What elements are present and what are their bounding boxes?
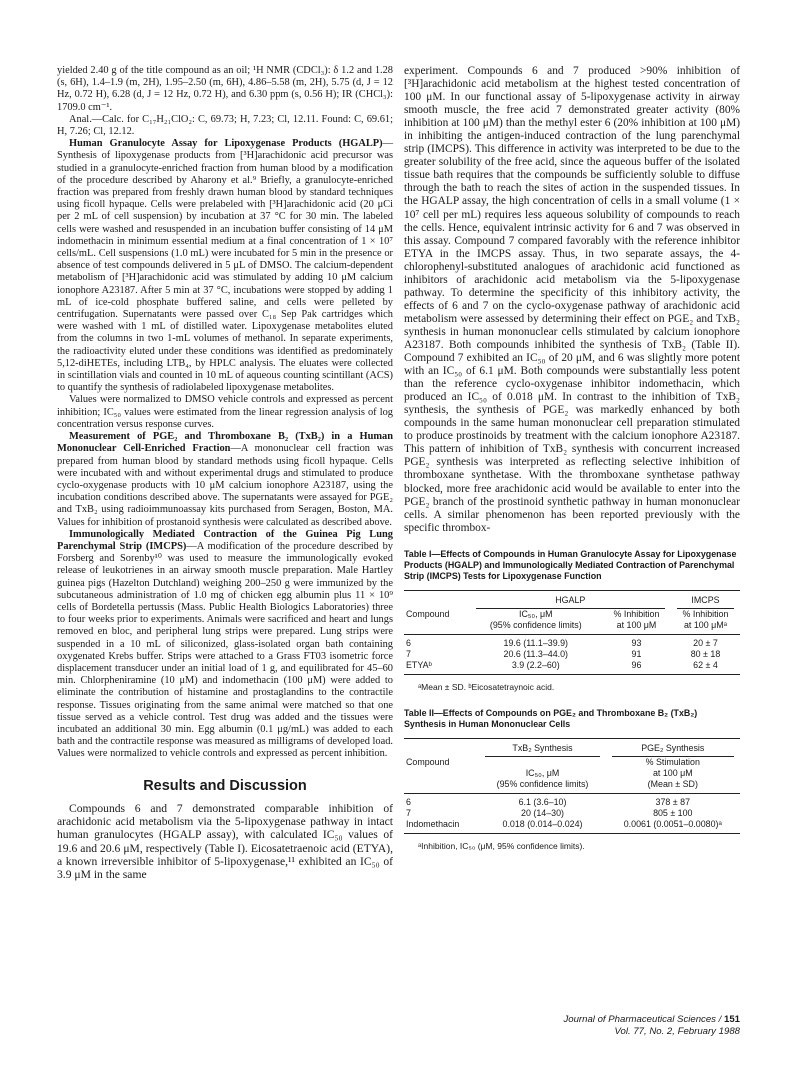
table-2-caption: Table II—Effects of Compounds on PGE₂ and Thromboxane B₂ (TxB₂) Synthesis in Human Mononuclear Cells xyxy=(404,707,698,729)
imcps-heading: Immunologically Mediated Contraction of the Guinea Pig Lung Parenchymal Strip (IMCPS) xyxy=(57,528,393,552)
table-1-footnote: ᵃMean ± SD. ᵇEicosatetraynoic acid. xyxy=(418,681,555,692)
pge2-method-paragraph xyxy=(57,431,393,529)
pge2-heading: Measurement of PGE₂ and Thromboxane B₂ (TxB₂) in a Human Mononuclear Cell-Enriched Fraction xyxy=(57,431,393,455)
pge2-text: —A mononuclear cell fraction was prepared from human blood by standard methods using ficoll hypaque. Cells were incubated with and without experimental drugs and stimulated to produce cyclo-oxygenase products with 10 μM calcium ionophore A23187, using the incubation conditions described above. The supernatants were assayed for PGE₂ and TxB₂ using radioimmunoassay kits purchased from Seragen, Boston, MA. Values for inhibition of prostanoid synthesis were calculated as described above. xyxy=(57,443,393,528)
table-1-col-ic50: IC₅₀, μM (95% confidence limits) xyxy=(489,608,582,630)
table-1-group-hgalp: HGALP xyxy=(470,590,671,609)
page-footer xyxy=(480,1014,740,1037)
table-2-footnote: ᵃInhibition, IC₅₀ (μM, 95% confidence limits). xyxy=(418,840,585,851)
table-1-col-inhibition: % Inhibition at 100 μM xyxy=(613,608,660,630)
table-1-group-imcps: IMCPS xyxy=(671,590,740,609)
table-row: ETYAᵇ 3.9 (2.2–60) 96 62 ± 4 xyxy=(404,660,740,675)
table-1-col-compound: Compound xyxy=(406,608,450,619)
left-column xyxy=(57,65,393,882)
imcps-text: —A modification of the procedure described by Forsberg and Sorenby¹⁰ was used to measure the immunologically evoked release of leukotrienes in an airway smooth muscle preparation. Male Hartley guinea pigs (Hazelton Dutchland) weighing 200–250 g were immunized by the subcutaneous administration of 1.0 mg of chicken egg albumin plus 11 × 10⁹ cells of Bordetella pertussis (Mass. Public Health Biologics Laboratories) three to four weeks prior to experiments. Animals were sacrificed and heart and lungs removed en bloc, and peripheral lung strips were prepared. Lung strips were suspended in a 10 mL of siliconized, glass-isolated organ bath containing oxygenated Krebs buffer. Strips were attached to a Grass FT03 isometric force displacement transducer under an initial load of 1 g, and equilibrated for 45–60 min. Chlorpheniramine (10 μM) and indomethacin (100 μM) were added to eliminate the contribution of histamine and prostaglandins to the contractile response. Tissues originating from the same animal were matched so that one tissue served as a vehicle control. Test drug was added and the tissues were incubated an additional 30 min. Egg albumin (0.1 μg/mL) was added to each bath and the contractile response was measured as milligrams of developed load. Values were normalized to vehicle controls and expressed as percent inhibition. xyxy=(57,540,394,760)
analysis-paragraph: Anal.—Calc. for C₁₇H₂₁ClO₂: C, 69.73; H, 7.23; Cl, 12.11. Found: C, 69.61; H, 7.26; Cl, 12.12. xyxy=(57,113,393,138)
table-1-col-imcps: % Inhibition at 100 μMᵃ xyxy=(682,608,729,630)
table-1 xyxy=(404,549,740,694)
imcps-method-paragraph xyxy=(57,529,393,761)
table-1-grid xyxy=(404,590,740,675)
hgalp-method-paragraph xyxy=(57,138,393,394)
normalization-paragraph: Values were normalized to DMSO vehicle controls and expressed as percent inhibition; IC₅₀ values were estimated from the linear regression analysis of log concentration versus response curves. xyxy=(57,394,393,430)
table-2-group-pge2: PGE₂ Synthesis xyxy=(606,738,740,757)
table-row: 6 6.1 (3.6–10) 378 ± 87 xyxy=(406,796,691,807)
hgalp-heading: Human Granulocyte Assay for Lipoxygenase Products (HGALP) xyxy=(69,138,383,150)
table-row: 6 19.6 (11.1–39.9) 93 20 ± 7 xyxy=(406,637,718,648)
discussion-paragraph: experiment. Compounds 6 and 7 produced >90% inhibition of [³H]arachidonic acid metabolism at the highest tested concentration of 100 μM. In our functional assay of 5-lipoxygenase activity in airway smooth muscle, the free acid 7 demonstrated greater activity (80% inhibition at 100 μM) than the methyl ester 6 (20% inhibition at 100 μM) in inhibiting the antigen-induced contraction of the lung parenchymal strip (IMCPS). This difference in activity was interpreted to be due to the greater solubility of the free acid, since the aqueous buffer of the isolated tissue bath requires that the compounds be sufficiently soluble to diffuse through the bath to reach the sites of action in the suspended tissues. In the HGALP assay, the high concentration of cells in a small volume (1 × 10⁷ cell per mL) requires less aqueous solubility of compounds to reach the cells. Hence, equivalent intrinsic activity for 6 and 7 was observed in this assay. Compound 7 compared favorably with the reference inhibitor ETYA in the IMCPS assay. Thus, in two separate assays, the 4-chlorophenyl-substituted analogues of arachidonic acid functioned as inhibitors of arachidonic acid metabolism via the 5-lipoxygenase pathway. To determine the specificity of this inhibitory activity, the effects of 6 and 7 on the cyclo-oxygenase pathway of arachidonic acid metabolism were assessed by determining their effect on PGE₂ and TxB₂ synthesis in human mononuclear cells stimulated by calcium ionophore A23187. Both compounds inhibited the synthesis of TxB₂ (Table II). Compound 7 exhibited an IC₅₀ of 20 μM, and 6 was slightly more potent with an IC₅₀ of 6.1 μM. Both compounds were substantially less potent than the reference cyclo-oxygenase inhibitor indomethacin, which produced an IC₅₀ of 0.018 μM. In contrast to the inhibition of TxB₂ synthesis, the synthesis of PGE₂ was markedly enhanced by both compounds in the same human mononuclear cell preparation stimulated to produce prostinoids by treatment with the calcium ionophore A23187. This pattern of inhibition of TxB₂ synthesis with concurrent increased PGE₂ synthesis was interpreted as reflecting selective inhibition of thromboxane synthetase. With the thromboxane synthetase pathway blocked, more free arachidonic acid would be available to enter into the PGE₂ branch of the prostinoid synthetic pathway in human mononuclear cells. A similar phenomenon has been reported previously with the specific thrombox- xyxy=(404,65,740,534)
nmr-paragraph: yielded 2.40 g of the title compound as an oil; ¹H NMR (CDCl₃): δ 1.2 and 1.28 (s, 6H), 1.4–1.9 (m, 2H), 1.95–2.50 (m, 6H), 4.86–5.58 (m, 2H), 5.75 (d, J = 12 Hz, 0.72 H), 6.28 (d, J = 12 Hz, 0.72 H), and 6.30 ppm (s, 0.56 H); IR (CHCl₃): 1709.0 cm⁻¹. xyxy=(57,65,393,113)
journal-volume: Vol. 77, No. 2, February 1988 xyxy=(614,1025,740,1037)
hgalp-text: —Synthesis of lipoxygenase products from [³H]arachidonic acid precursor was studied in a granulocyte-enriched fraction from human blood by a modification of the procedure described by Aharony et al.⁹ Briefly, a granulocyte-enriched fraction was prepared from freshly drawn human blood by standard techniques using ficoll hypaque. Cells were prelabeled with [³H]arachidonic acid (20 μCi per 2 mL of cell suspension) by incubation at 37 °C for 30 min. The labeled cells were washed and resuspended in an incubation buffer consisting of 14 μM indomethacin in minimum essential medium at a final concentration of 1 × 10⁷ cells/mL. Cell suspensions (1.0 mL) were incubated for 5 min in the presence or absence of test compounds delivered in 5 μL of DMSO. The calcium-dependent metabolism of [³H]arachidonic acid was stimulated by adding 10 μM calcium ionophore A23187. After 5 min at 37 °C, incubations were stopped by adding 1 mL of ice-cold phosphate buffered saline, and cells were pelleted by centrifugation. Supernatants were passed over C₁₈ Sep Pak cartridges which were washed with 1 mL of distilled water. Lipoxygenase metabolites eluted from the columns in two 1-mL volumes of methanol. In separate experiments, the radioactivity eluted under these conditions was identified as predominately 5,12-diHETEs, including LTB₄, by HPLC analysis. The eluates were collected in scintillation vials and counted in 10 mL of aqueous counting scintillant (ACS) to quantify the synthesis of radiolabeled lipoxygenase metabolites. xyxy=(57,138,393,394)
results-discussion-heading: Results and Discussion xyxy=(143,777,307,794)
table-1-caption: Table I—Effects of Compounds in Human Granulocyte Assay for Lipoxygenase Products (HGALP) and Immunologically Mediated Contraction of Parenchymal Strip (IMCPS) Tests for Lipoxygenase Function xyxy=(404,548,737,581)
table-2-col-compound: Compound xyxy=(406,756,450,767)
page-number: 151 xyxy=(723,1014,740,1025)
table-2-group-txb2: TxB₂ Synthesis xyxy=(479,738,605,757)
table-2 xyxy=(404,708,740,853)
table-row: Indomethacin 0.018 (0.014–0.024) 0.0061 (0.0051–0.0080)ᵃ xyxy=(404,819,740,834)
table-row: 7 20.6 (11.3–44.0) 91 80 ± 18 xyxy=(406,648,721,659)
journal-line xyxy=(480,1014,740,1026)
right-column xyxy=(404,65,740,853)
table-2-grid xyxy=(404,738,740,834)
table-row: 7 20 (14–30) 805 ± 100 xyxy=(406,807,693,818)
results-paragraph: Compounds 6 and 7 demonstrated comparable inhibition of arachidonic acid metabolism via the 5-lipoxygenase pathway in intact human granulocytes (HGALP assay), with calculated IC₅₀ values of 19.6 and 20.6 μM, respectively (Table I). Eicosatetraenoic acid (ETYA), a known irreversible inhibitor of 5-lipoxygenase,¹¹ exhibited an IC₅₀ of 3.9 μM in the same xyxy=(57,801,393,882)
table-2-col-ic50: IC₅₀, μM (95% confidence limits) xyxy=(496,767,589,789)
journal-name: Journal of Pharmaceutical Sciences / xyxy=(563,1014,724,1025)
table-2-col-stimulation: % Stimulation at 100 μM (Mean ± SD) xyxy=(645,756,700,789)
